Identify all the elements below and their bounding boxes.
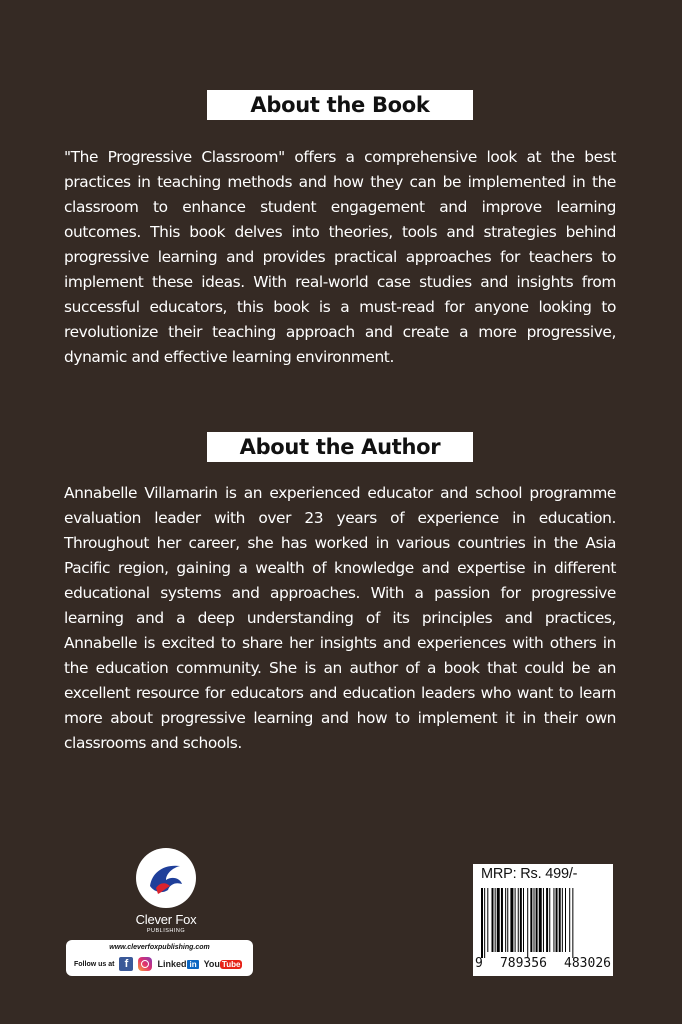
- about-author-text: Annabelle Villamarin is an experienced educator and school programme evaluation leader with over 23 years of experience in education. Throughout her career, she has worked in various countries in the Asia Pacific region, gaining a wealth of knowledge and expertise in different educational systems and approaches. With a passion for progressive learning and a deep understanding of its principles and practices, Annabelle is excited to share her insights and experiences with others in the education community. She is an author of a book that could be an excellent resource for educators and education leaders who want to learn more about progressive learning and how to implement it in their own classrooms and schools.: [64, 484, 616, 752]
- website-link[interactable]: www.cleverfoxpublishing.com: [109, 944, 210, 951]
- fox-logo-icon: [136, 848, 196, 908]
- about-book-heading: About the Book: [207, 90, 473, 120]
- publisher-logo: [126, 848, 206, 934]
- about-book-text: "The Progressive Classroom" offers a comprehensive look at the best practices in teaching methods and how they can be implemented in the classroom to enhance student engagement and improve learning outcomes. This book delves into theories, tools and strategies behind progressive learning and provides practical approaches for teachers to implement these ideas. With real-world case studies and insights from successful educators, this book is a must-read for anyone looking to revolutionize their teaching approach and create a more progressive, dynamic and effective learning environment.: [64, 148, 616, 366]
- barcode-bar: [543, 888, 544, 952]
- barcode-bar: [484, 888, 485, 958]
- barcode-bar: [539, 888, 542, 952]
- instagram-icon[interactable]: [138, 957, 152, 971]
- barcode-bar: [553, 888, 554, 952]
- barcode-bar: [492, 888, 494, 952]
- barcode-bar: [546, 888, 548, 952]
- barcode-bar: [536, 888, 538, 952]
- barcode-bar: [562, 888, 563, 952]
- barcode-bar: [523, 888, 524, 952]
- youtube-text: You: [203, 959, 220, 969]
- barcode: [479, 888, 607, 958]
- barcode-bar: [501, 888, 503, 952]
- barcode-bar: [520, 888, 522, 952]
- barcode-bar: [549, 888, 550, 952]
- isbn-digit-group: 483026: [564, 956, 611, 971]
- mrp-price: MRP: Rs. 499/-: [481, 866, 578, 882]
- linkedin-icon[interactable]: [157, 959, 198, 969]
- youtube-box: Tube: [221, 959, 241, 969]
- about-author-heading: About the Author: [207, 432, 473, 462]
- publisher-sub: PUBLISHING: [146, 928, 186, 934]
- barcode-bar: [515, 888, 516, 952]
- youtube-icon[interactable]: [204, 959, 243, 969]
- website-social-bar: [66, 940, 253, 976]
- barcode-bar: [556, 888, 558, 952]
- price-barcode-box: [473, 864, 613, 976]
- isbn-digit-group: 9: [475, 956, 483, 971]
- follow-label: Follow us at: [74, 960, 115, 968]
- barcode-bar: [530, 888, 532, 952]
- publisher-name: Clever Fox: [135, 912, 197, 927]
- isbn-digit-group: 789356: [499, 956, 547, 971]
- linkedin-box: in: [189, 959, 197, 969]
- barcode-bar: [481, 888, 483, 958]
- isbn-digits: [475, 956, 611, 971]
- barcode-bar: [487, 888, 488, 952]
- barcode-bar: [518, 888, 519, 952]
- barcode-bar: [565, 888, 566, 952]
- barcode-bar: [527, 888, 528, 958]
- barcode-bar: [569, 888, 570, 952]
- barcode-bar: [505, 888, 506, 952]
- barcode-bar: [534, 888, 535, 952]
- barcode-bar: [495, 888, 496, 952]
- linkedin-text: Linked: [157, 959, 187, 969]
- social-row: [74, 956, 242, 972]
- facebook-icon[interactable]: f: [119, 957, 133, 971]
- barcode-bar: [572, 888, 573, 958]
- barcode-bar: [510, 888, 513, 952]
- barcode-bar: [559, 888, 561, 952]
- barcode-bar: [497, 888, 500, 952]
- barcode-bar: [507, 888, 508, 952]
